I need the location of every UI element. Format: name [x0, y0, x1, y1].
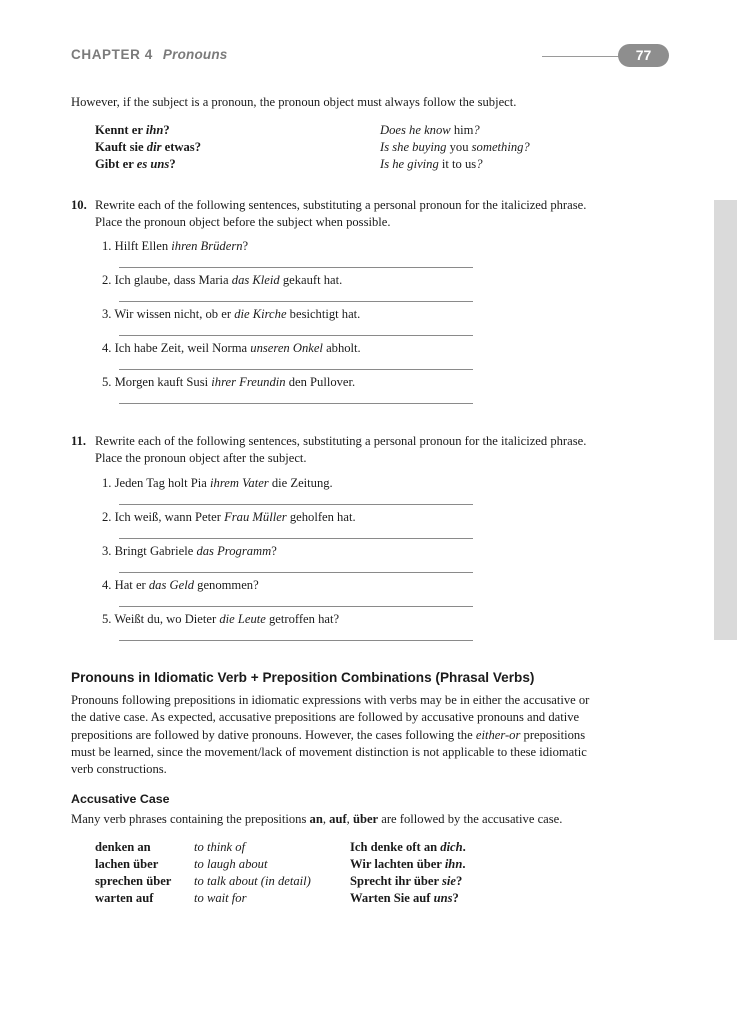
- page-number: 77: [618, 44, 669, 67]
- verb-example: Wir lachten über ihn.: [350, 857, 466, 871]
- example-en-1: Does he know him?: [380, 123, 480, 137]
- answer-line[interactable]: [119, 572, 473, 573]
- answer-line[interactable]: [119, 504, 473, 505]
- exercise-10-item-1: 1. Hilft Ellen ihren Brüdern?: [102, 239, 249, 253]
- verb-gloss: to wait for: [194, 891, 247, 905]
- example-en-2: Is she buying you something?: [380, 140, 530, 154]
- verb-example: Ich denke oft an dich.: [350, 840, 466, 854]
- answer-line[interactable]: [119, 369, 473, 370]
- exercise-11-item-3: 3. Bringt Gabriele das Programm?: [102, 544, 277, 558]
- chapter-title: Pronouns: [162, 47, 228, 62]
- paragraph-line: prepositions are followed by dative pronouns. However, the cases following the either-or prepositions: [71, 728, 586, 742]
- paragraph-line: the dative case. As expected, accusative prepositions are followed by accusative pronouns and dative: [71, 710, 580, 724]
- verb-phrase: denken an: [95, 840, 151, 854]
- paragraph-line: verb constructions.: [71, 762, 167, 776]
- answer-line[interactable]: [119, 538, 473, 539]
- example-de-1: Kennt er ihn?: [95, 123, 170, 137]
- chapter-header: [71, 47, 228, 62]
- verb-example: Warten Sie auf uns?: [350, 891, 459, 905]
- paragraph-line: must be learned, since the movement/lack of movement distinction is not applicable to these idiomatic: [71, 745, 587, 759]
- exercise-10-instructions-1: 10. Rewrite each of the following sentences, substituting a personal pronoun for the italicized phrase.: [71, 198, 587, 212]
- subsection-title: Accusative Case: [71, 792, 170, 806]
- exercise-10-item-3: 3. Wir wissen nicht, ob er die Kirche besichtigt hat.: [102, 307, 361, 321]
- verb-gloss: to laugh about: [194, 857, 268, 871]
- answer-line[interactable]: [119, 335, 473, 336]
- section-title: Pronouns in Idiomatic Verb + Preposition Combinations (Phrasal Verbs): [71, 670, 535, 685]
- exercise-11-item-4: 4. Hat er das Geld genommen?: [102, 578, 259, 592]
- example-en-3: Is he giving it to us?: [380, 157, 483, 171]
- answer-line[interactable]: [119, 301, 473, 302]
- verb-example: Sprecht ihr über sie?: [350, 874, 463, 888]
- verb-gloss: to think of: [194, 840, 246, 854]
- accusative-intro: Many verb phrases containing the prepositions an, auf, über are followed by the accusative case.: [71, 812, 563, 826]
- example-de-2: Kauft sie dir etwas?: [95, 140, 202, 154]
- verb-phrase: sprechen über: [95, 874, 172, 888]
- exercise-10-item-4: 4. Ich habe Zeit, weil Norma unseren Onkel abholt.: [102, 341, 361, 355]
- verb-phrase: warten auf: [95, 891, 154, 905]
- exercise-11-item-5: 5. Weißt du, wo Dieter die Leute getroffen hat?: [102, 612, 340, 626]
- exercise-10-instructions-2: Place the pronoun object before the subject when possible.: [95, 215, 391, 229]
- exercise-11-item-1: 1. Jeden Tag holt Pia ihrem Vater die Zeitung.: [102, 476, 333, 490]
- exercise-11-instructions-2: Place the pronoun object after the subject.: [95, 451, 307, 465]
- answer-line[interactable]: [119, 606, 473, 607]
- verb-phrase: lachen über: [95, 857, 159, 871]
- intro-text: However, if the subject is a pronoun, the pronoun object must always follow the subject.: [71, 95, 517, 109]
- answer-line[interactable]: [119, 267, 473, 268]
- answer-line[interactable]: [119, 640, 473, 641]
- answer-line[interactable]: [119, 403, 473, 404]
- exercise-10-item-5: 5. Morgen kauft Susi ihrer Freundin den Pullover.: [102, 375, 356, 389]
- example-de-3: Gibt er es uns?: [95, 157, 176, 171]
- side-thumb-tab: [714, 200, 737, 640]
- verb-gloss: to talk about (in detail): [194, 874, 311, 888]
- chapter-label: CHAPTER 4: [71, 47, 153, 62]
- exercise-10-item-2: 2. Ich glaube, dass Maria das Kleid gekauft hat.: [102, 273, 343, 287]
- paragraph-line: Pronouns following prepositions in idiomatic expressions with verbs may be in either the accusative or: [71, 693, 590, 707]
- exercise-11-item-2: 2. Ich weiß, wann Peter Frau Müller geholfen hat.: [102, 510, 356, 524]
- exercise-11-instructions-1: 11. Rewrite each of the following sentences, substituting a personal pronoun for the italicized phrase.: [71, 434, 587, 448]
